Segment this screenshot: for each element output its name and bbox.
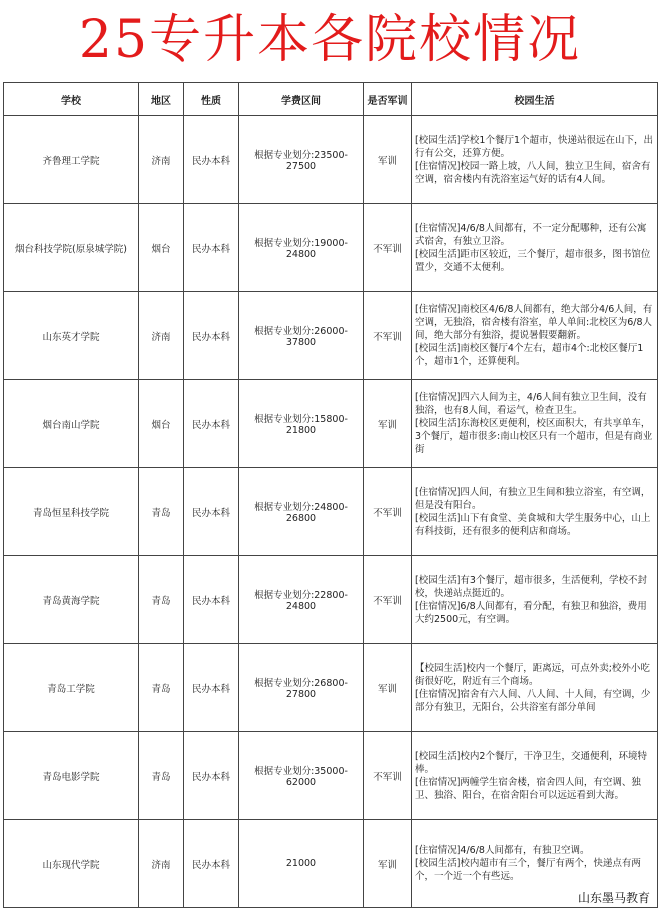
campus-life: [校园生活]校内2个餐厅，干净卫生，交通便利，环境特棒。 [住宿情况]两幢学生宿舍楼，宿舍四人间，有空调、独卫、独浴、阳台，在宿舍阳台可以远远看到大海。 xyxy=(412,732,658,820)
fee-range: 根据专业划分:22800-24800 xyxy=(239,556,364,644)
campus-life: [住宿情况]4/6/8人间都有，不一定分配哪种，还有公寓式宿舍，有独立卫浴。 [校园生活]距市区较近，三个餐厅，超市很多，图书馆位置少，交通不太便利。 xyxy=(412,204,658,292)
school-nature: 民办本科 xyxy=(184,732,239,820)
campus-life: [校园生活]有3个餐厅，超市很多，生活便利，学校不封校，快递站点挺近的。 [住宿情况]6/8人间都有，看分配，有独卫和独浴，费用大约2500元，有空调。 xyxy=(412,556,658,644)
fee-range: 根据专业划分:15800-21800 xyxy=(239,380,364,468)
fee-range: 根据专业划分:26000-37800 xyxy=(239,292,364,380)
region: 烟台 xyxy=(139,380,184,468)
school-name: 山东现代学院 xyxy=(4,820,139,908)
campus-life: [校园生活]学校1个餐厅1个超市，快递站很远在山下，出行有公交，还算方便。 [住宿情况]校园一路上坡，八人间，独立卫生间，宿舍有空调，宿舍楼内有洗浴室运气好的话有4人间。 xyxy=(412,116,658,204)
military-training: 不军训 xyxy=(364,204,412,292)
region: 烟台 xyxy=(139,204,184,292)
table-row xyxy=(4,292,658,380)
military-training: 军训 xyxy=(364,380,412,468)
region: 青岛 xyxy=(139,556,184,644)
page-title: 25专升本各院校情况 xyxy=(78,10,582,70)
region: 济南 xyxy=(139,292,184,380)
school-name: 青岛工学院 xyxy=(4,644,139,732)
school-nature: 民办本科 xyxy=(184,644,239,732)
school-nature: 民办本科 xyxy=(184,292,239,380)
table-row xyxy=(4,116,658,204)
campus-life: [住宿情况]四六人间为主，4/6人间有独立卫生间，没有独浴，也有8人间，看运气，检查卫生。 [校园生活]东海校区更便利，校区面积大，有共享单车，3个餐厅，超市很多:南山校区只有一个超市，但是有商业街 xyxy=(412,380,658,468)
fee-range: 根据专业划分:19000-24800 xyxy=(239,204,364,292)
header-military: 是否军训 xyxy=(364,83,412,116)
region: 青岛 xyxy=(139,732,184,820)
school-nature: 民办本科 xyxy=(184,556,239,644)
school-nature: 民办本科 xyxy=(184,468,239,556)
region: 青岛 xyxy=(139,468,184,556)
table-row xyxy=(4,380,658,468)
header-nature: 性质 xyxy=(184,83,239,116)
military-training: 军训 xyxy=(364,116,412,204)
header-fee: 学费区间 xyxy=(239,83,364,116)
school-nature: 民办本科 xyxy=(184,380,239,468)
school-name: 青岛电影学院 xyxy=(4,732,139,820)
campus-life: [住宿情况]南校区4/6/8人间都有，绝大部分4/6人间，有空调，无独浴，宿舍楼有浴室，单人单间:北校区为6/8人间，绝大部分有独浴，提说暑假要翻新。 [校园生活]南校区餐厅4个左右，超市4个:北校区餐厅1个，超市1个，还算便利。 xyxy=(412,292,658,380)
table-row xyxy=(4,732,658,820)
table-row xyxy=(4,204,658,292)
campus-life: 【校园生活]校内一个餐厅，距离远，可点外卖;校外小吃街很好吃，附近有三个商场。 [住宿情况]宿舍有六人间、八人间、十人间，有空调，少部分有独卫，无阳台，公共浴室有部分单间 xyxy=(412,644,658,732)
table-row xyxy=(4,820,658,908)
table-row xyxy=(4,468,658,556)
school-nature: 民办本科 xyxy=(184,204,239,292)
campus-life: [住宿情况]四人间，有独立卫生间和独立浴室，有空调，但是没有阳台。 [校园生活]山下有食堂、美食城和大学生服务中心，山上有科技街，还有很多的便利店和商场。 xyxy=(412,468,658,556)
school-name: 青岛恒星科技学院 xyxy=(4,468,139,556)
school-nature: 民办本科 xyxy=(184,116,239,204)
fee-range: 21000 xyxy=(239,820,364,908)
fee-range: 根据专业划分:26800-27800 xyxy=(239,644,364,732)
region: 济南 xyxy=(139,116,184,204)
header-row xyxy=(4,83,658,116)
colleges-table xyxy=(3,82,658,908)
fee-range: 根据专业划分:23500-27500 xyxy=(239,116,364,204)
school-name: 青岛黄海学院 xyxy=(4,556,139,644)
region: 济南 xyxy=(139,820,184,908)
table-row xyxy=(4,644,658,732)
military-training: 不军训 xyxy=(364,732,412,820)
region: 青岛 xyxy=(139,644,184,732)
fee-range: 根据专业划分:24800-26800 xyxy=(239,468,364,556)
header-school: 学校 xyxy=(4,83,139,116)
military-training: 不军训 xyxy=(364,292,412,380)
header-life: 校园生活 xyxy=(412,83,658,116)
military-training: 军训 xyxy=(364,820,412,908)
military-training: 军训 xyxy=(364,644,412,732)
school-name: 烟台南山学院 xyxy=(4,380,139,468)
school-name: 齐鲁理工学院 xyxy=(4,116,139,204)
table-row xyxy=(4,556,658,644)
fee-range: 根据专业划分:35000-62000 xyxy=(239,732,364,820)
school-name: 烟台科技学院(原泉城学院) xyxy=(4,204,139,292)
header-region: 地区 xyxy=(139,83,184,116)
campus-life: [住宿情况]4/6/8人间都有，有独卫空调。 [校园生活]校内超市有三个，餐厅有两个，快递点有两个，一个近一个有些远。 xyxy=(412,820,658,908)
school-nature: 民办本科 xyxy=(184,820,239,908)
military-training: 不军训 xyxy=(364,556,412,644)
watermark-label: 山东墨马教育 xyxy=(574,888,654,907)
military-training: 不军训 xyxy=(364,468,412,556)
school-name: 山东英才学院 xyxy=(4,292,139,380)
